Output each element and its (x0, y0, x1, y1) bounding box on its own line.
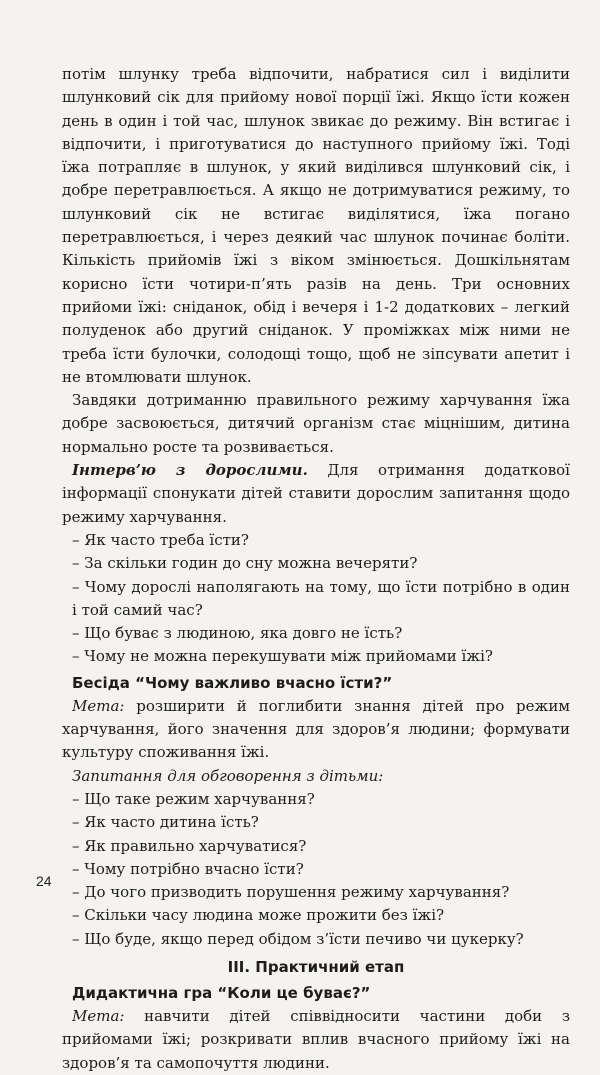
page-content (62, 63, 570, 1075)
question-item: – До чого призводить порушення режиму харчування? (72, 883, 510, 902)
question-item: – Чому не можна перекушувати між прийомами їжі? (72, 647, 493, 666)
intro-paragraph: потім шлунку треба відпочити, набратися сил і виділити шлунковий сік для прийому нової порції їжі. Якщо їсти кожен день в один і той час, шлунок звикає до режиму. Він встигає і відпочити, і приготуватися до наступного прийому їжі. Тоді їжа потрапляє в шлунок, у який виділився шлунковий сік, і добре перетравлюється. А якщо не дотримуватися режиму, то шлунковий сік не встигає виділятися, їжа погано перетравлюється, і через деякий час шлунок починає боліти. Кількість прийомів їжі з віком змінюється. Дошкільнятам корисно їсти чотири-п’ять разів на день. Три основних прийоми їжі: сніданок, обід і вечеря і 1-2 додаткових – легкий полуденок або другий сніданок. У проміжках між ними не треба їсти булочки, солодощі тощо, щоб не зіпсувати апетит і не втомлювати шлунок. (62, 65, 570, 386)
question-item: – Як правильно харчуватися? (72, 836, 307, 855)
body-paragraph: Завдяки дотриманню правильного режиму харчування їжа добре засвоюється, дитячий організм стає міцнішим, дитина нормально росте та розвивається. (62, 391, 570, 456)
goal-label: Мета: (72, 1006, 125, 1025)
question-item: – За скільки годин до сну можна вечеряти? (72, 554, 418, 573)
question-item: – Як часто треба їсти? (72, 530, 249, 549)
question-item: – Чому дорослі наполягають на тому, що їсти потрібно в один і той самий час? (72, 577, 570, 619)
interview-questions (62, 529, 570, 669)
question-item: – Що таке режим харчування? (72, 789, 315, 808)
goal-text: розширити й поглибити знання дітей про режим харчування, його значення для здоров’я людини; формувати культуру споживання їжі. (62, 696, 570, 762)
game-heading: Дидактична гра “Коли це буває?” (72, 983, 371, 1002)
stage-heading: ІІІ. Практичний етап (227, 957, 405, 976)
question-item: – Що буде, якщо перед обідом з’їсти печиво чи цукерку? (72, 929, 524, 948)
question-item: – Скільки часу людина може прожити без їжі? (72, 906, 445, 925)
conversation-heading: Бесіда “Чому важливо вчасно їсти?” (72, 673, 393, 692)
interview-text: Для отримання додаткової інформації спонукати дітей ставити дорослим запитання щодо режиму харчування. (62, 461, 570, 526)
question-item: – Як часто дитина їсть? (72, 813, 259, 832)
conversation-goal (62, 695, 570, 765)
conversation-questions (62, 788, 570, 951)
interview-lead: Інтерв’ю з дорослими. (72, 461, 308, 480)
page-number: 24 (36, 873, 52, 889)
question-item: – Що буває з людиною, яка довго не їсть? (72, 624, 403, 643)
goal-label: Мета: (72, 696, 125, 715)
question-item: – Чому потрібно вчасно їсти? (72, 859, 304, 878)
game-goal (62, 1005, 570, 1075)
questions-label: Запитання для обговорення з дітьми: (72, 766, 384, 785)
goal-text: навчити дітей співвідносити частини доби з прийомами їжі; розкривати вплив вчасного прийому їжі на здоров’я та самопочуття людини. (62, 1006, 570, 1072)
interview-paragraph (62, 459, 570, 529)
